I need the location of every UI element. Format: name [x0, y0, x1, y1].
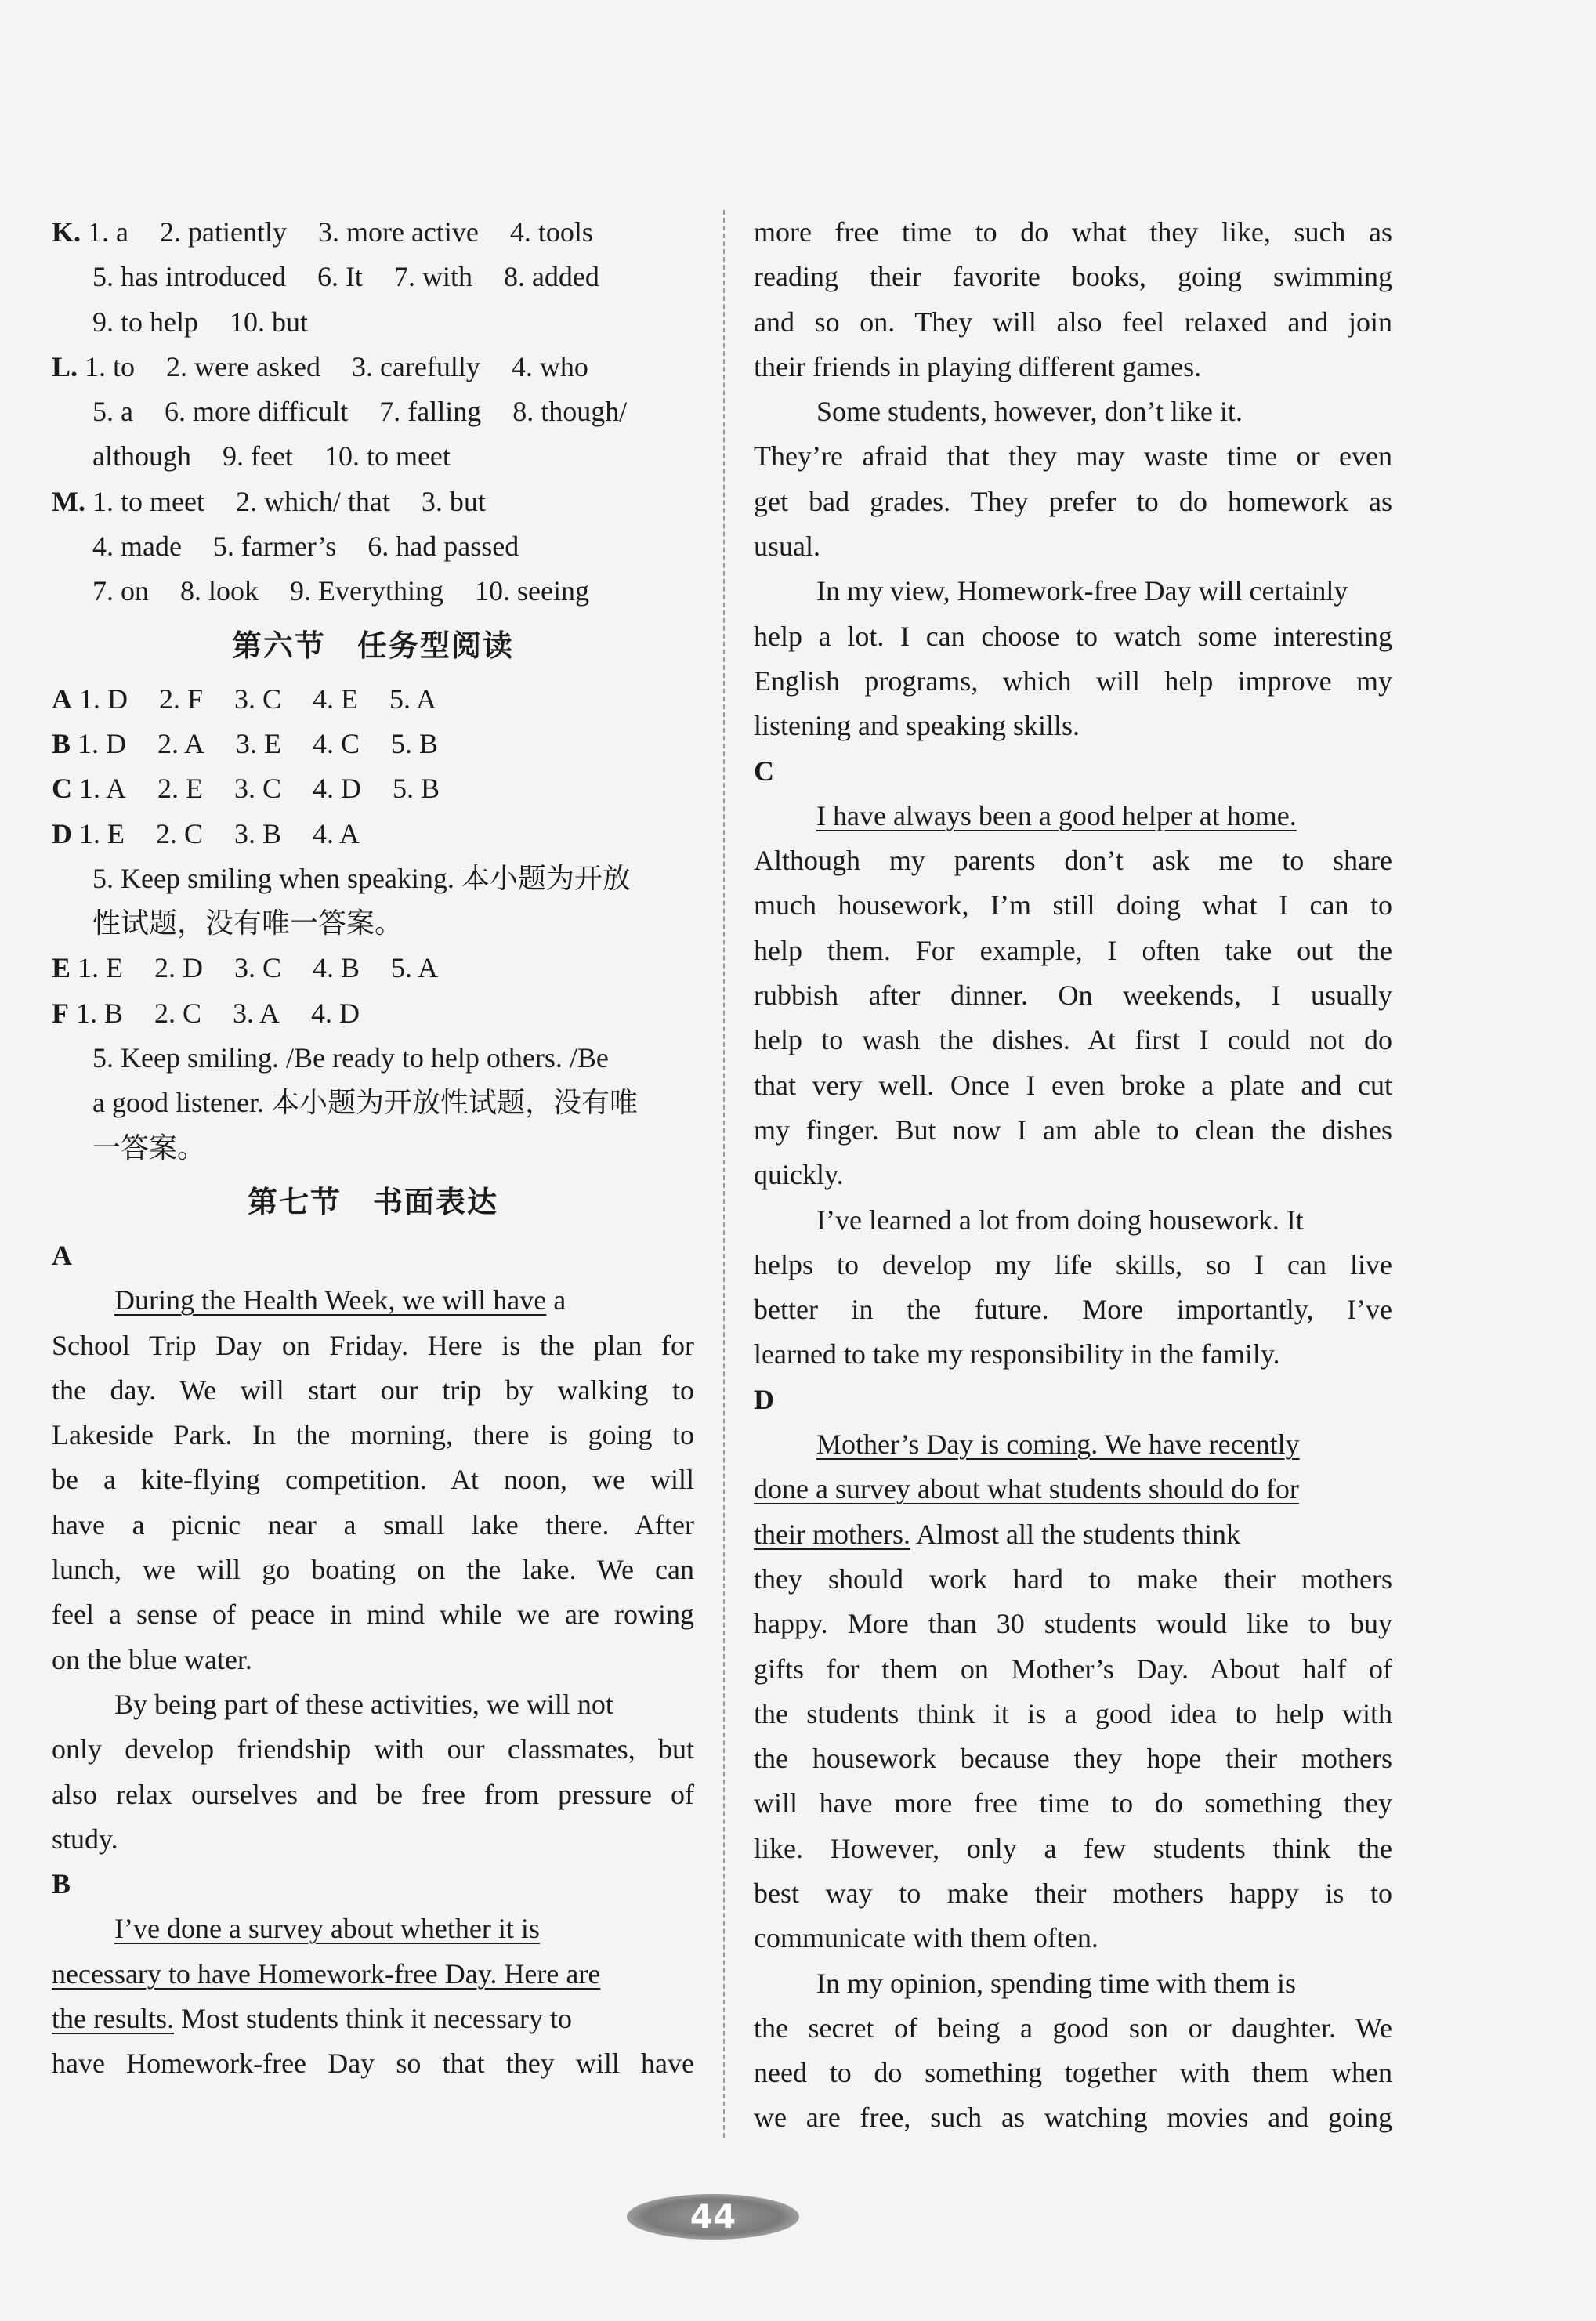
- answer-label-k: K.: [52, 216, 81, 248]
- answer-item: 4. who: [511, 350, 588, 382]
- essay-label-b: B: [52, 1868, 71, 1900]
- essay-c-line: help them. For example, I often take out the: [754, 934, 1392, 966]
- answer-row-l-3: [52, 434, 694, 479]
- underlined-topic-sentence: done a survey about what students should do for: [754, 1473, 1299, 1505]
- answer-item: 5. a: [92, 396, 133, 428]
- answer-row-m-2: [52, 524, 694, 569]
- essay-b-line: more free time to do what they like, such as: [754, 216, 1392, 248]
- open-answer-f5-line2: a good listener. 本小题为开放性试题，没有唯: [92, 1087, 638, 1119]
- essay-b-line: [52, 1906, 694, 1951]
- essay-text: Almost all the students think: [910, 1518, 1240, 1550]
- answer-item: 10. but: [229, 306, 308, 338]
- answer-item: 1. D: [79, 683, 128, 715]
- answer-item: 4. made: [92, 530, 182, 563]
- task-label: A: [52, 683, 72, 715]
- essay-d-line: happy. More than 30 students would like to buy: [754, 1608, 1392, 1640]
- answer-item: 1. a: [88, 216, 128, 248]
- answer-item: although: [92, 440, 191, 473]
- answer-item: 3. C: [234, 683, 282, 715]
- essay-b-line: get bad grades. They prefer to do homework as: [754, 485, 1392, 517]
- essay-d-line: communicate with them often.: [754, 1922, 1098, 1954]
- essay-a-line: only develop friendship with our classmates, but: [52, 1733, 694, 1765]
- essay-c-line: rubbish after dinner. On weekends, I usually: [754, 979, 1392, 1012]
- essay-b-line: English programs, which will help improve my: [754, 664, 1392, 697]
- answer-item: 4. E: [313, 683, 359, 715]
- essay-c-line: Although my parents don’t ask me to share: [754, 845, 1392, 877]
- essay-a-line: lunch, we will go boating on the lake. We can: [52, 1554, 694, 1586]
- left-column: [52, 210, 694, 2087]
- open-answer-f5-line1: 5. Keep smiling. /Be ready to help others. /Be: [92, 1042, 609, 1074]
- underlined-topic-sentence: necessary to have Homework-free Day. Here are: [52, 1957, 601, 1990]
- essay-b-line: have Homework-free Day so that they will have: [52, 2048, 694, 2080]
- answer-item: 9. Everything: [290, 575, 443, 607]
- essay-a-line: the day. We will start our trip by walking to: [52, 1374, 694, 1406]
- underlined-topic-sentence: I’ve done a survey about whether it is: [114, 1913, 540, 1945]
- task-label: E: [52, 952, 71, 984]
- essay-b-line: In my view, Homework-free Day will certainly: [816, 575, 1348, 607]
- answer-item: 4. C: [313, 727, 360, 759]
- answer-row-m-3: [52, 569, 694, 614]
- answer-item: 3. A: [233, 997, 280, 1029]
- essay-c-line: I’ve learned a lot from doing housework. It: [816, 1204, 1304, 1236]
- open-answer-d5-line1: 5. Keep smiling when speaking. 本小题为开放: [92, 862, 631, 894]
- essay-b-line: They’re afraid that they may waste time or even: [754, 440, 1392, 473]
- essay-d-line: the students think it is a good idea to help with: [754, 1697, 1392, 1729]
- answer-item: 9. to help: [92, 306, 198, 338]
- task-label: D: [52, 817, 72, 849]
- underlined-topic-sentence: their mothers.: [754, 1518, 910, 1550]
- essay-d-line: need to do something together with them when: [754, 2057, 1392, 2089]
- answer-item: 2. C: [156, 817, 204, 849]
- answer-item: 5. A: [391, 952, 439, 984]
- task-label: C: [52, 773, 72, 805]
- answer-row-m-1: [52, 480, 694, 524]
- essay-c-line: helps to develop my life skills, so I can live: [754, 1248, 1392, 1280]
- answer-item: 7. falling: [379, 396, 482, 428]
- essay-d-line: [754, 1512, 1392, 1557]
- answer-label-l: L.: [52, 350, 78, 382]
- essay-d-line: best way to make their mothers happy is to: [754, 1877, 1392, 1909]
- answer-item: 1. to: [85, 350, 136, 382]
- essay-b-line: and so on. They will also feel relaxed and join: [754, 306, 1392, 338]
- essay-text: Most students think it necessary to: [173, 2002, 572, 2034]
- underlined-topic-sentence: the results.: [52, 2002, 174, 2034]
- answer-item: 10. seeing: [474, 575, 589, 607]
- answer-item: 5. farmer’s: [212, 530, 337, 563]
- answer-item: 1. D: [78, 727, 127, 759]
- answer-item: 8. added: [503, 261, 599, 293]
- essay-a-line: [52, 1278, 694, 1323]
- essay-label-a: A: [52, 1239, 72, 1271]
- answer-item: 7. on: [92, 575, 149, 607]
- task-answer-row-f: [52, 991, 694, 1036]
- essay-a-line: feel a sense of peace in mind while we are rowing: [52, 1599, 694, 1631]
- open-answer-f5-line3: 一答案。: [92, 1132, 206, 1164]
- essay-d-line: [754, 1467, 1392, 1512]
- essay-d-line: the secret of being a good son or daughter. We: [754, 2011, 1392, 2044]
- essay-c-line: much housework, I’m still doing what I can to: [754, 889, 1392, 922]
- answer-item: 8. look: [180, 575, 259, 607]
- answer-item: 2. F: [159, 683, 204, 715]
- right-column: [754, 210, 1392, 2141]
- essay-b-line: help a lot. I can choose to watch some interesting: [754, 620, 1392, 652]
- answer-item: 1. E: [78, 952, 124, 984]
- answer-item: 2. patiently: [160, 216, 287, 248]
- essay-c-line: help to wash the dishes. At first I could not do: [754, 1024, 1392, 1056]
- answer-item: 2. C: [154, 997, 202, 1029]
- answer-item: 4. D: [313, 773, 362, 805]
- answer-item: 3. but: [421, 485, 486, 517]
- essay-b-line: [52, 1952, 694, 1997]
- answer-item: 1. B: [76, 997, 124, 1029]
- answer-item: 3. C: [234, 773, 282, 805]
- task-answer-row-e: [52, 946, 694, 990]
- open-answer-d5-line2: 性试题，没有唯一答案。: [92, 907, 404, 940]
- answer-row-l-1: [52, 345, 694, 389]
- answer-item: 10. to meet: [324, 440, 451, 473]
- essay-d-line: we are free, such as watching movies and going: [754, 2102, 1392, 2134]
- answer-item: 2. D: [154, 952, 204, 984]
- answer-item: 2. E: [157, 773, 204, 805]
- answer-item: 2. were asked: [166, 350, 320, 382]
- essay-c-line: better in the future. More importantly, I’ve: [754, 1294, 1392, 1326]
- column-divider: [723, 210, 725, 2138]
- answer-item: 5. has introduced: [92, 261, 286, 293]
- task-answer-row-a: [52, 677, 694, 722]
- answer-label-m: M.: [52, 485, 85, 517]
- essay-a-line: also relax ourselves and be free from pressure of: [52, 1778, 694, 1810]
- essay-text: a: [546, 1284, 566, 1316]
- answer-item: 2. A: [157, 727, 205, 759]
- essay-label-d: D: [754, 1383, 774, 1415]
- task-label: B: [52, 727, 71, 759]
- answer-item: 5. B: [393, 773, 440, 805]
- answer-item: 5. B: [391, 727, 439, 759]
- essay-b-line: usual.: [754, 530, 820, 563]
- answer-item: 7. with: [393, 261, 472, 293]
- essay-a-line: be a kite-flying competition. At noon, we will: [52, 1464, 694, 1496]
- answer-item: 3. E: [236, 727, 282, 759]
- task-answer-row-c: [52, 766, 694, 811]
- answer-item: 1. E: [79, 817, 125, 849]
- answer-item: 6. had passed: [367, 530, 519, 563]
- essay-b-line: their friends in playing different games.: [754, 350, 1202, 382]
- essay-b-line: listening and speaking skills.: [754, 710, 1080, 742]
- essay-d-line: gifts for them on Mother’s Day. About half of: [754, 1653, 1392, 1685]
- task-answer-row-b: [52, 722, 694, 766]
- essay-d-line: the housework because they hope their mothers: [754, 1743, 1392, 1775]
- page-number: 44: [627, 2194, 799, 2240]
- essay-c-line: quickly.: [754, 1159, 844, 1191]
- essay-a-line: on the blue water.: [52, 1643, 252, 1675]
- essay-a-line: have a picnic near a small lake there. After: [52, 1508, 694, 1541]
- answer-item: 8. though/: [512, 396, 628, 428]
- essay-d-line: will have more free time to do something they: [754, 1787, 1392, 1820]
- answer-item: 4. tools: [509, 216, 593, 248]
- task-label: F: [52, 997, 69, 1029]
- answer-item: 6. more difficult: [164, 396, 349, 428]
- answer-item: 6. It: [317, 261, 363, 293]
- essay-a-line: School Trip Day on Friday. Here is the plan for: [52, 1329, 694, 1361]
- essay-d-line: they should work hard to make their mothers: [754, 1562, 1392, 1595]
- answer-item: 9. feet: [222, 440, 293, 473]
- task-answer-row-d: [52, 812, 694, 856]
- answer-item: 1. A: [79, 773, 127, 805]
- essay-b-line: Some students, however, don’t like it.: [816, 396, 1243, 428]
- answer-row-k-3: [52, 300, 694, 345]
- underlined-topic-sentence: During the Health Week, we will have: [114, 1284, 547, 1316]
- answer-item: 4. D: [311, 997, 360, 1029]
- answer-row-k-1: [52, 210, 694, 255]
- section-7-title: 第七节 书面表达: [247, 1184, 498, 1219]
- essay-a-line: Lakeside Park. In the morning, there is going to: [52, 1419, 694, 1451]
- underlined-topic-sentence: I have always been a good helper at home.: [816, 799, 1297, 831]
- underlined-topic-sentence: Mother’s Day is coming. We have recently: [816, 1428, 1300, 1461]
- answer-item: 3. C: [234, 952, 282, 984]
- answer-item: 3. more active: [317, 216, 479, 248]
- essay-d-line: like. However, only a few students think the: [754, 1832, 1392, 1864]
- essay-label-c: C: [754, 755, 774, 787]
- essay-c-line: [754, 794, 1392, 838]
- essay-b-line: [52, 1997, 694, 2041]
- section-6-title: 第六节 任务型阅读: [231, 628, 514, 663]
- answer-item: 3. carefully: [351, 350, 480, 382]
- answer-row-k-2: [52, 255, 694, 299]
- answer-item: 5. A: [389, 683, 437, 715]
- essay-a-line: By being part of these activities, we will not: [114, 1688, 613, 1720]
- answer-item: 2. which/ that: [235, 485, 390, 517]
- answer-item: 4. A: [313, 817, 360, 849]
- essay-c-line: that very well. Once I even broke a plate and cut: [754, 1069, 1392, 1101]
- answer-item: 3. B: [234, 817, 282, 849]
- essay-d-line: In my opinion, spending time with them is: [816, 1967, 1296, 1999]
- answer-row-l-2: [52, 389, 694, 434]
- answer-item: 1. to meet: [92, 485, 204, 517]
- essay-c-line: my finger. But now I am able to clean the dishes: [754, 1113, 1392, 1146]
- essay-c-line: learned to take my responsibility in the family.: [754, 1338, 1280, 1371]
- answer-item: 4. B: [313, 952, 360, 984]
- essay-d-line: [754, 1422, 1392, 1467]
- essay-a-line: study.: [52, 1823, 118, 1855]
- essay-b-line: reading their favorite books, going swimming: [754, 261, 1392, 293]
